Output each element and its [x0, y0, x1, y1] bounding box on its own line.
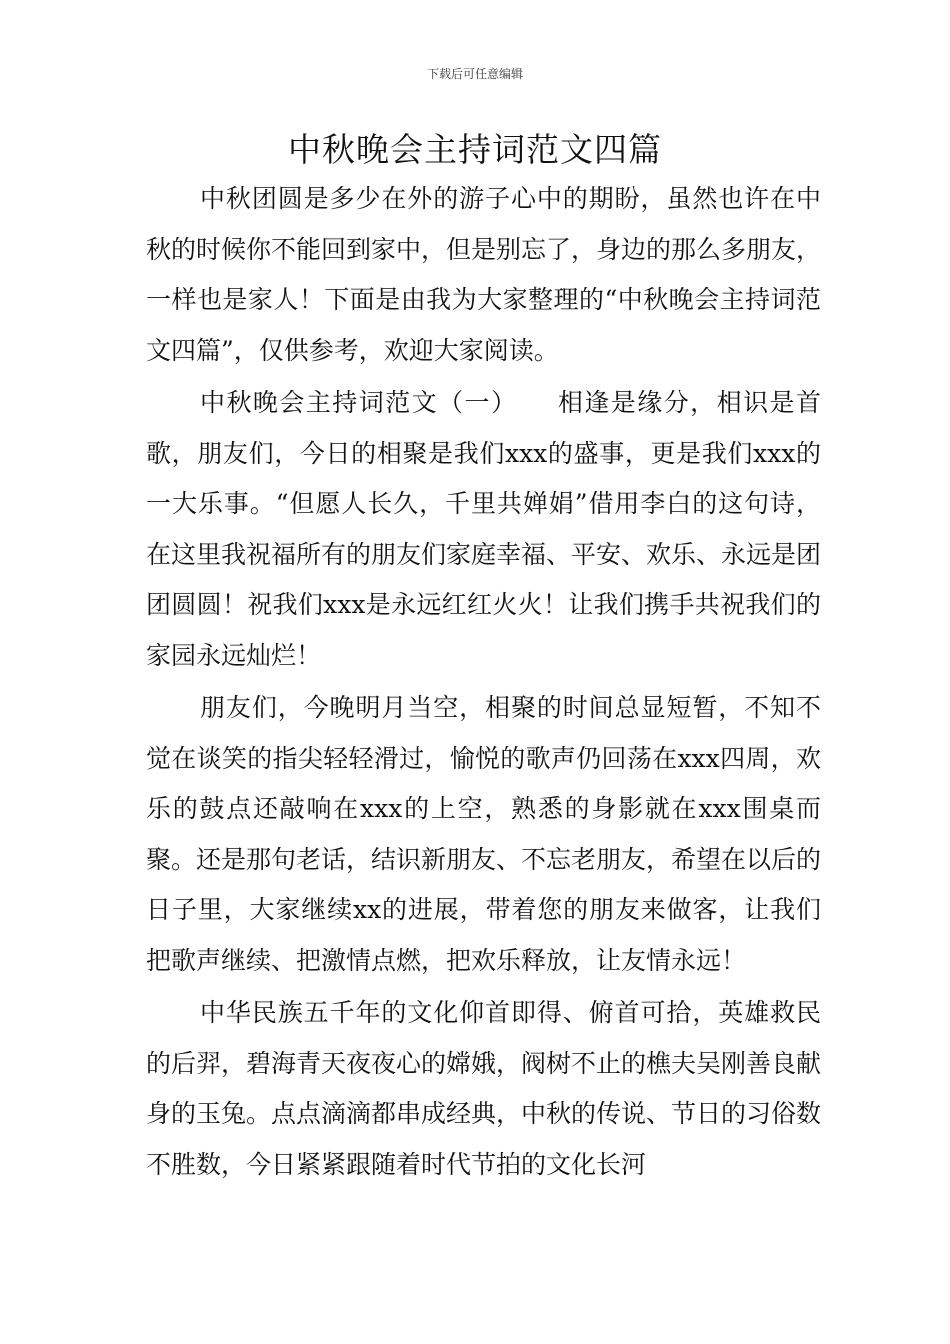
- friends-paragraph: 朋友们，今晚明月当空，相聚的时间总显短暂，不知不觉在谈笑的指尖轻轻滑过，愉悦的歌声仍回荡在xxx四周，欢乐的鼓点还敲响在xxx的上空，熟悉的身影就在xxx围桌而聚。还是那句老话，结识新朋友、不忘老朋友，希望在以后的日子里，大家继续xx的进展，带着您的朋友来做客，让我们把歌声继续、把激情点燃，把欢乐释放，让友情永远！: [146, 693, 822, 975]
- page-header-note: 下载后可任意编辑: [426, 67, 523, 81]
- culture-paragraph: 中华民族五千年的文化仰首即得、俯首可拾，英雄救民的后羿，碧海青天夜夜心的嫦娥，阀树不止的樵夫吴刚善良献身的玉兔。点点滴滴都串成经典，中秋的传说、节日的习俗数不胜数，今日紧紧跟随着时代节拍的文化长河: [146, 998, 822, 1179]
- intro-paragraph: 中秋团圆是多少在外的游子心中的期盼，虽然也许在中秋的时候你不能回到家中，但是别忘了，身边的那么多朋友，一样也是家人！下面是由我为大家整理的“中秋晚会主持词范文四篇”，仅供参考，欢迎大家阅读。: [146, 184, 822, 365]
- document-title: 中秋晚会主持词范文四篇: [288, 130, 662, 169]
- section-one-paragraph: 中秋晚会主持词范文（一） 相逢是缘分，相识是首歌，朋友们，今日的相聚是我们xxx的盛事，更是我们xxx的一大乐事。“但愿人长久，千里共婵娟”借用李白的这句诗，在这里我祝福所有的朋友们家庭幸福、平安、欢乐、永远是团团圆圆！祝我们xxx是永远红红火火！让我们携手共祝我们的家园永远灿烂！: [146, 388, 822, 670]
- document-body: [146, 174, 821, 1192]
